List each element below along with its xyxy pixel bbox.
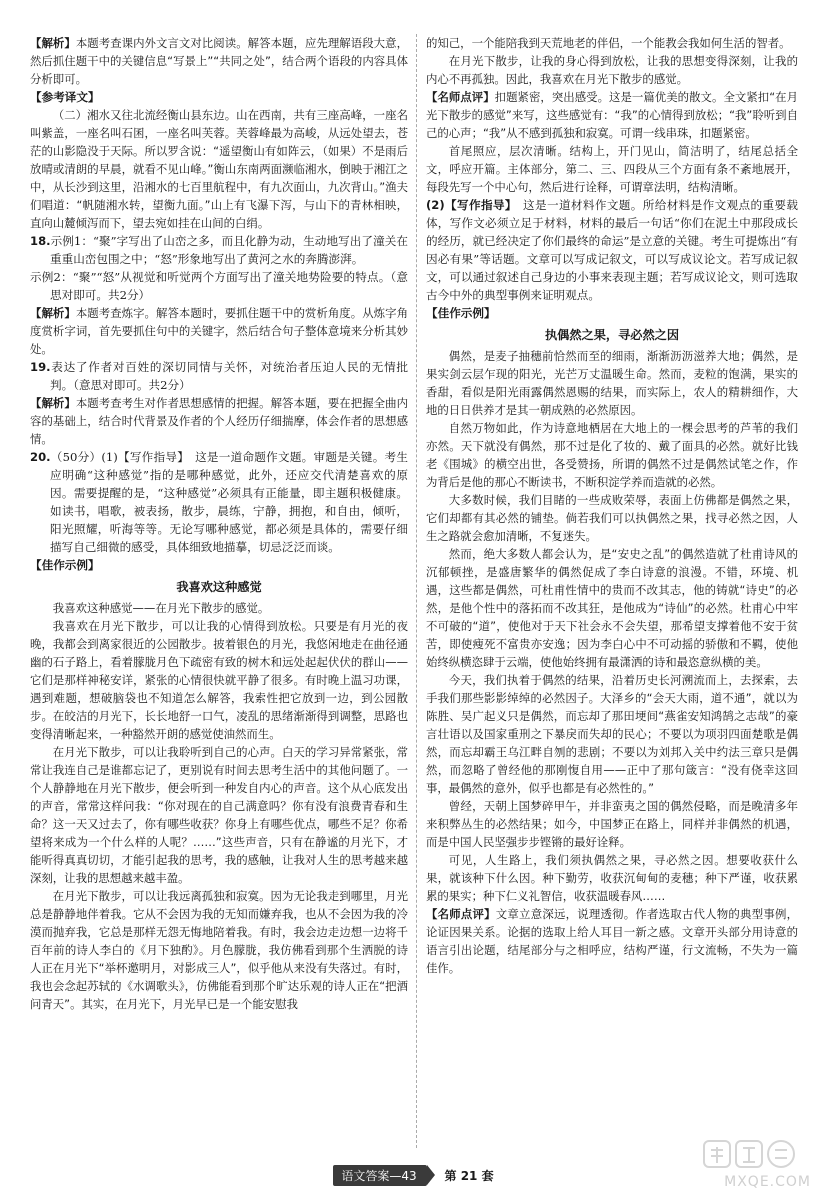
paragraph-text: 然而，绝大多数人都会认为，是“安史之乱”的偶然造就了杜甫诗风的沉郁顿挫，是盛唐繁华的偶然促成了李白诗意的浪漫。不错，环境、机遇，这些都是偶然，可杜甫性情中的贵而不改其志，他的铸就“诗史”的必然，是他个性中的落拓而不改其狂，是他成为“诗仙”的必然。杜甫心中牢不可破的“道”，使他对于天下社会永不会失望，那希望支撑着他不安于贫苦，即使瘦死不富贵亦安逸；因为李白心中不可动摇的骄傲和不羁，使他始终纵横恣肆于云端，使他始终拥有最潇洒的诗和最恣意纵横的美。 (426, 547, 798, 669)
paragraph-text: 今天，我们执着于偶然的结果，沿着历史长河溯流而上，去探索，去手我们那些影影绰绰的必然因子。大泽乡的“会天大雨，道不通”，就以为陈胜、吴广起义只是偶然，而忘却了那田埂间“燕雀安知鸿鹄之志哉”的豪言壮语以及国家重刑之下暴戾而失却的民心；不要以为项羽四面楚歌是偶然，而忘却霸王乌江畔自刎的悲剧；不要以为刘邦入关中约法三章只是偶然，而忽略了曾经他的那刚愎自用——正中了那句箴言：“没有侥幸这回事，最偶然的意外，似乎也都是有必然性的。” (426, 673, 798, 795)
paragraph (30, 887, 408, 1013)
paragraph-text: 本题考查炼字。解答本题时，要抓住题干中的赏析角度。从炼字角度赏析字词，首先要抓住句中的关键字，然后结合句子整体意境来分析其妙处。 (30, 306, 408, 356)
paragraph (30, 106, 408, 232)
paragraph-text: 示例1：“聚”字写出了山峦之多，而且化静为动，生动地写出了潼关在重重山峦包围之中；“怒”形象地写出了黄河之水的奔腾澎湃。 (50, 234, 408, 266)
section-label: 【佳作示例】 (426, 306, 496, 320)
paragraph-text: 可见，人生路上，我们须执偶然之果，寻必然之因。想要收获什么果，就该种下什么因。种下勤劳，收获沉甸甸的麦穗；种下严谨，收获累累的果实；种下仁义礼智信，收获温暖春风…… (426, 853, 798, 903)
section-label: 【佳作示例】 (30, 558, 100, 572)
footer-page-tag: 语文答案—43 (333, 1165, 426, 1186)
paragraph-text: 大多数时候，我们目睹的一些成败荣辱，表面上仿佛都是偶然之果，它们却都有其必然的铺垫。倘若我们可以执偶然之果，找寻必然之因，人生之路就会愈加清晰，不复迷失。 (426, 493, 798, 543)
paragraph (30, 268, 408, 304)
paragraph (426, 851, 798, 905)
paragraph-text: （二）湘水又往北流经衡山县东边。山在西南，共有三座高峰，一座名叫紫盖，一座名叫石囷，一座名叫芙蓉。芙蓉峰最为高峻，从远处望去，苍茫的山影隐没于天际。所以罗含说：“遥望衡山有如阵云，（如果）不是雨后放晴或清朗的早晨，就看不见山峰。”衡山东南两面濒临湘水，倒映于湘江之中，从长沙到这里，沿湘水的七百里航程中，有九次面山，九次背山。”渔夫们唱道：“帆随湘水转，望衡九面。”山上有飞瀑下泻，与山下的青林相映，直向山麓倾泻而下，望去宛如挂在山间的白绢。 (30, 108, 408, 230)
paragraph-text: 我喜欢这种感觉——在月光下散步的感觉。 (52, 601, 270, 615)
paragraph-text: 表达了作者对百姓的深切同情与关怀，对统治者压迫人民的无情批判。（意思对即可。共2分） (50, 360, 408, 392)
question-number: 19. (30, 360, 51, 374)
right-column (426, 34, 798, 1152)
labeled-paragraph (30, 88, 408, 106)
paragraph (426, 671, 798, 797)
section-label: 【名师点评】 (426, 90, 495, 104)
paragraph (426, 419, 798, 491)
paragraph-text: 的知己，一个能陪我到天荒地老的伴侣，一个能教会我如何生活的智者。 (426, 36, 791, 50)
paragraph (426, 52, 798, 88)
question-number: 20. (30, 450, 51, 464)
paragraph (426, 491, 798, 545)
paragraph-text: 在月光下散步，可以让我远离孤独和寂寞。因为无论我走到哪里，月光总是静静地伴着我。它从不会因为我的无知而嫌弃我，也从不会因为我的冷漠而抛弃我，它总是那样无怨无悔地陪着我。有时，我会边走边想一边将千百年前的诗人李白的《月下独酌》。月色朦胧，我仿佛看到那个生洒脱的诗人正在月光下“举杯邀明月，对影成三人”，似乎他从来没有失落过。有时，我也会念起苏轼的《水调歌头》，仿佛能看到那个旷达乐观的诗人正在“把酒问青天”。其实，在月光下，月光早已是一个能安慰我 (30, 889, 408, 1011)
labeled-paragraph (30, 556, 408, 574)
labeled-paragraph (30, 394, 408, 448)
paragraph-text: 自然万物如此，作为诗意地栖居在大地上的一棵会思考的芦苇的我们亦然。天下就没有偶然，那不过是化了妆的、戴了面具的必然。就好比钱老《围城》的横空出世，各受赞扬，所谓的偶然不过是偶然试笔之作，作为背后是他的那心不断读书，不断积淀学养而造就的必然。 (426, 421, 798, 489)
paragraph-text: （50分）(1)【写作指导】 这是一道命题作文题。审题是关键。考生应明确“这种感觉”指的是哪种感觉，此外，还应交代清楚喜欢的原因。需要提醒的是，“这种感觉”必须具有正能量，即主题积极健康。如读书，唱歌，被表扬，散步，晨练，宁静，拥抱，和自由，倾听，阳光照耀，听海等等。无论写哪种感觉，都必须是具体的，需要仔细描写自己细微的感受，具体细致地描摹，切忌泛泛而谈。 (50, 450, 408, 554)
paragraph (30, 617, 408, 743)
paragraph-text: 这是一道材料作文题。所给材料是作文观点的重要载体，写作文必须立足于材料，材料的最后一句话“你们在泥土中那段成长的经历，就已经决定了你们最终的命运”是立意的关键。考生可提炼出“有因必有果”等话题。文章可以写成记叙文，可以写成议论文。若写成记叙文，可以通过叙述自己身边的小事来表现主题；若写成议论文，则可选取古今中外的典型事例来证明观点。 (426, 198, 798, 302)
labeled-paragraph (426, 304, 798, 322)
section-label: 【参考译文】 (30, 90, 100, 104)
paragraph-text: 在月光下散步，让我的身心得到放松，让我的思想变得深刻，让我的内心不再孤独。因此，我喜欢在月光下散步的感觉。 (426, 54, 798, 86)
left-column (30, 34, 408, 1152)
paragraph (426, 34, 798, 52)
paragraph-text: 我喜欢在月光下散步，可以让我的心情得到放松。只要是有月光的夜晚，我都会到离家很近的公园散步。披着银色的月光，我悠闲地走在曲径通幽的石子路上，看着朦胧月色下疏密有致的树木和远处起起伏伏的群山——它们是那样神秘安详，紧张的心情很快就平静了很多。有时晚上温习功课，遇到难题，想破脑袋也不知道怎么解答，我索性把它放到一边，到公园散步。在皎洁的月光下，长长地舒一口气，凌乱的思绪渐渐得到调整，思路也变得清晰起来，一种豁然开朗的感觉使油然而生。 (30, 619, 408, 741)
site-watermark (693, 1138, 811, 1190)
question-answer (30, 448, 408, 556)
watermark-logo-icon (703, 1138, 797, 1170)
paragraph (426, 797, 798, 851)
question-number: 18. (30, 234, 51, 248)
paragraph (30, 599, 408, 617)
question-answer (30, 232, 408, 268)
labeled-paragraph (30, 304, 408, 358)
paragraph (30, 743, 408, 887)
essay-title: 我喜欢这种感觉 (176, 580, 262, 594)
paragraph-text: 示例2：“聚”“怒”从视觉和听觉两个方面写出了潼关地势险要的特点。（意思对即可。共2分） (30, 270, 408, 302)
labeled-paragraph (426, 196, 798, 304)
section-label: 【解析】 (30, 36, 76, 50)
footer-set-number: 第 21 套 (444, 1169, 494, 1183)
paragraph-text: 文章立意深远，说理透彻。作者选取古代人物的典型事例，论证因果关系。论据的选取上给人耳目一新之感。文章开头部分用诗意的语言引出论题，结尾部分与之相呼应，结构严谨，行文流畅，不失为一篇佳作。 (426, 907, 798, 975)
paragraph-text: 在月光下散步，可以让我聆听到自己的心声。白天的学习异常紧张，常常让我连自己是谁都忘记了，更别说有时间去思考生活中的其他问题了。一个人静静地在月光下散步，便会听到一种发自内心的声音。这个从心底发出的声音，常常这样问我：“你对现在的自己满意吗？你有没有浪费青春和生命？这一天又过去了，你有哪些收获？你身上有哪些优点，哪些不足？你希望将来成为一个什么样的人呢？……”这些声音，只有在静谧的月光下，才能听得真真切切，才能引起我的思考，我的感触，让我对人生的思考越来越深刻，让我的思想越来越丰盈。 (30, 745, 408, 885)
question-answer (30, 358, 408, 394)
column-divider (416, 34, 417, 1148)
paragraph-text: 偶然，是麦子抽穗前恰然而至的细雨，渐渐沥沥滋养大地；偶然，是果实剑云层乍现的阳光，光芒万丈温暖生命。然而，麦粒的饱满，果实的香甜，看似是阳光雨露偶然恩赐的结果，而实际上，农人的精耕细作，大地的日日供养才是其一朝成熟的必然原因。 (426, 349, 798, 417)
section-label: 【解析】 (30, 396, 76, 410)
paragraph-text: 首尾照应，层次清晰。结构上，开门见山，简洁明了，结尾总括全文，呼应开篇。主体部分，第二、三、四段从三个方面有条不紊地展开，每段先写一个中心句，然后进行诠释，可谓章法明，结构清晰。 (426, 144, 798, 194)
labeled-paragraph (426, 88, 798, 142)
paragraph-text: 扣题紧密，突出感受。这是一篇优美的散文。全文紧扣“在月光下散步的感觉”来写，这些感觉有：“我”的心情得到放松；“我”聆听到自己的心声；“我”从不感到孤独和寂寞。可谓一线串珠，扣题紧密。 (426, 90, 798, 140)
watermark-text: MXQE.COM (724, 1174, 811, 1190)
essay-title: 执偶然之果，寻必然之因 (544, 328, 680, 342)
section-label: 【名师点评】 (426, 907, 496, 921)
paragraph-text: 本题考查课内外文言文对比阅读。解答本题，应先理解语段大意，然后抓住题干中的关键信息“写景上”“共同之处”，结合两个语段的内容具体分析即可。 (30, 36, 408, 86)
paragraph (426, 545, 798, 671)
paragraph-text: 曾经，天朝上国梦碎甲午，并非蛮夷之国的偶然侵略，而是晚清多年来积弊丛生的必然结果；如今，中国梦正在路上，同样并非偶然的机遇，而是中国人民坚强步步铿锵的最好诠释。 (426, 799, 798, 849)
section-label: 【解析】 (30, 306, 76, 320)
labeled-paragraph (30, 34, 408, 88)
paragraph (426, 347, 798, 419)
paragraph-text: 本题考查考生对作者思想感情的把握。解答本题，要在把握全曲内容的基础上，结合时代背景及作者的个人经历仔细揣摩，体会作者的思想感情。 (30, 396, 408, 446)
labeled-paragraph (426, 905, 798, 977)
paragraph (426, 142, 798, 196)
section-label: (2)【写作指导】 (426, 198, 512, 212)
